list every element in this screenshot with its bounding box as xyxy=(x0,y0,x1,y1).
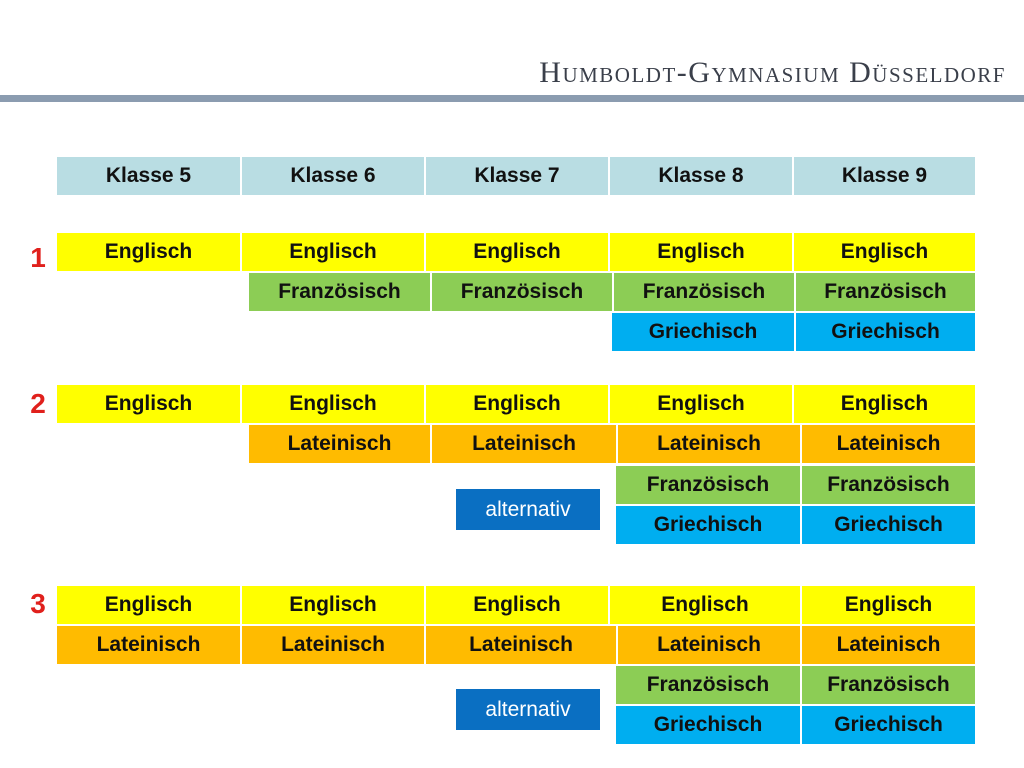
greek-cell: Griechisch xyxy=(616,506,800,544)
english-cell: Englisch xyxy=(792,385,975,423)
column-header: Klasse 9 xyxy=(792,157,975,195)
column-header: Klasse 8 xyxy=(608,157,792,195)
english-cell: Englisch xyxy=(424,385,608,423)
alternative-label: alternativ xyxy=(456,689,600,730)
french-cell: Französisch xyxy=(249,273,430,311)
option-number: 2 xyxy=(30,388,46,419)
alternative-label: alternativ xyxy=(456,489,600,530)
greek-cell: Griechisch xyxy=(800,506,975,544)
latin-cell: Lateinisch xyxy=(616,425,800,463)
latin-cell: Lateinisch xyxy=(800,626,975,664)
english-cell: Englisch xyxy=(800,586,975,624)
title-rule xyxy=(0,95,1024,102)
latin-cell: Lateinisch xyxy=(430,425,616,463)
column-header: Klasse 7 xyxy=(424,157,608,195)
latin-cell: Lateinisch xyxy=(616,626,800,664)
english-cell: Englisch xyxy=(424,586,608,624)
latin-cell: Lateinisch xyxy=(800,425,975,463)
greek-cell: Griechisch xyxy=(612,313,794,351)
english-cell: Englisch xyxy=(608,233,792,271)
english-cell: Englisch xyxy=(608,385,792,423)
latin-cell: Lateinisch xyxy=(57,626,240,664)
english-cell: Englisch xyxy=(57,233,240,271)
latin-cell: Lateinisch xyxy=(240,626,424,664)
column-header: Klasse 5 xyxy=(57,157,240,195)
french-cell: Französisch xyxy=(616,466,800,504)
english-cell: Englisch xyxy=(608,586,800,624)
english-cell: Englisch xyxy=(792,233,975,271)
greek-cell: Griechisch xyxy=(794,313,975,351)
greek-cell: Griechisch xyxy=(800,706,975,744)
english-cell: Englisch xyxy=(57,586,240,624)
english-cell: Englisch xyxy=(57,385,240,423)
column-header: Klasse 6 xyxy=(240,157,424,195)
french-cell: Französisch xyxy=(794,273,975,311)
english-cell: Englisch xyxy=(240,385,424,423)
latin-cell: Lateinisch xyxy=(249,425,430,463)
french-cell: Französisch xyxy=(616,666,800,704)
option-number: 1 xyxy=(30,242,46,273)
english-cell: Englisch xyxy=(424,233,608,271)
french-cell: Französisch xyxy=(800,466,975,504)
french-cell: Französisch xyxy=(612,273,794,311)
french-cell: Französisch xyxy=(800,666,975,704)
english-cell: Englisch xyxy=(240,586,424,624)
school-title: Humboldt-Gymnasium Düsseldorf xyxy=(539,56,1006,89)
greek-cell: Griechisch xyxy=(616,706,800,744)
french-cell: Französisch xyxy=(430,273,612,311)
latin-cell: Lateinisch xyxy=(424,626,616,664)
option-number: 3 xyxy=(30,588,46,619)
english-cell: Englisch xyxy=(240,233,424,271)
